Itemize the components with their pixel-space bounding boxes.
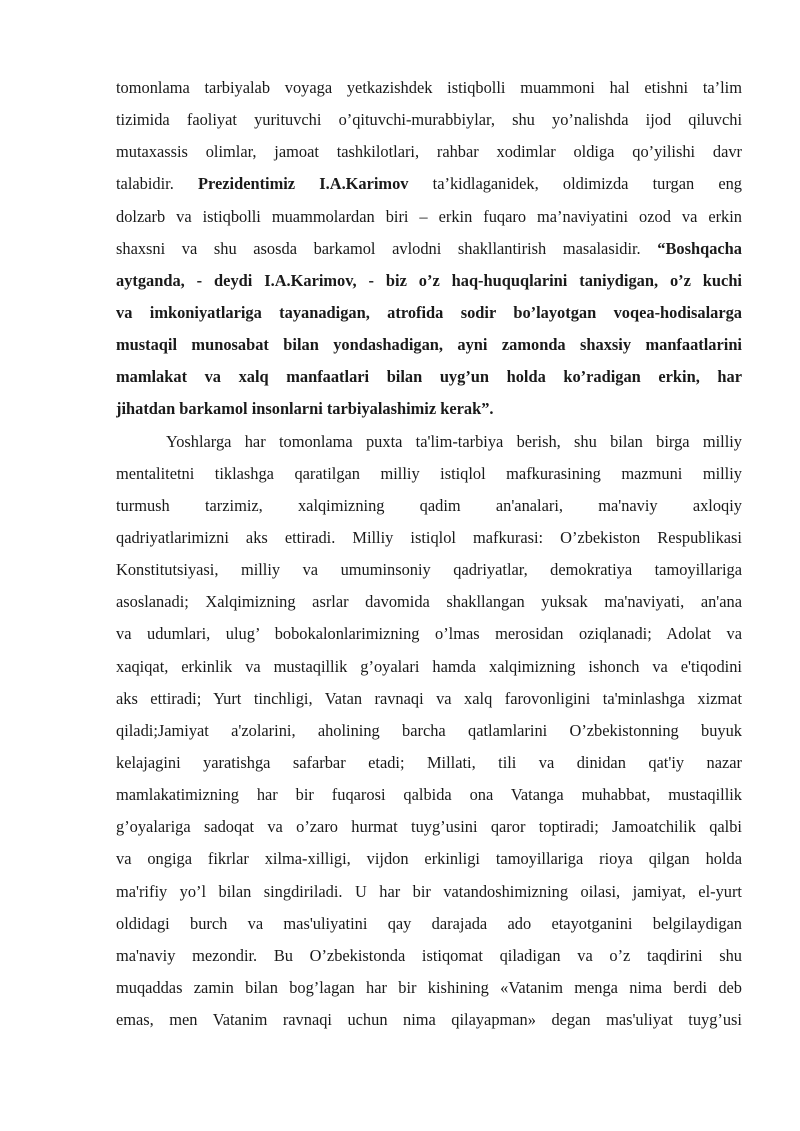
bold-text: mustaqil munosabat bilan yondashadigan, ayni zamonda shaxsiy manfaatlarini (116, 335, 742, 355)
text-line: asoslanadi; Xalqimizning asrlar davomida shakllangan yuksak ma'naviyati, an'ana (116, 592, 742, 612)
text-line: muqaddas zamin bilan bog’lagan har bir kishining «Vatanim menga nima berdi deb (116, 977, 742, 997)
text-line: dolzarb va istiqbolli muammolardan biri – erkin fuqaro ma’naviyatini ozod va erkin (116, 206, 742, 226)
text-line: qiladi;Jamiyat a'zolarini, aholining barcha qatlamlarini O’zbekistonning buyuk (116, 720, 742, 740)
bold-author-name: Prezidentimiz I.A.Karimov (197, 174, 409, 194)
text-line: tizimida faoliyat yurituvchi o’qituvchi-murabbiylar, shu yo’nalishda ijod qiluvchi (116, 110, 742, 130)
text-line: tomonlama tarbiyalab voyaga yetkazishdek istiqbolli muammoni hal etishni ta’lim (116, 78, 742, 97)
bold-quote-start: “Boshqacha (657, 238, 742, 258)
text-span: talabidir. (116, 174, 198, 194)
text-line: qadriyatlarimizni aks ettiradi. Milliy istiqlol mafkurasi: O’zbekiston Respublikasi (116, 527, 742, 547)
text-line: oldidagi burch va mas'uliyatini qay darajada ado etayotganini belgilaydigan (116, 913, 742, 933)
text-span: ta’kidlaganidek, oldimizda turgan eng (408, 174, 742, 194)
text-line: va ongiga fikrlar xilma-xilligi, vijdon erkinligi tamoyillariga rioya qilgan holda (116, 849, 742, 869)
text-line: ma'rifiy yo’l bilan singdiriladi. U har bir vatandoshimizning oilasi, jamiyat, el-yurt (116, 881, 742, 901)
text-line: turmush tarzimiz, xalqimizning qadim an'analari, ma'naviy axloqiy (116, 495, 742, 515)
bold-quote-line (116, 265, 742, 297)
bold-quote-line (116, 361, 742, 393)
document-page (116, 72, 742, 1036)
bold-text: va imkoniyatlariga tayanadigan, atrofida sodir bo’layotgan voqea-hodisalarga (116, 302, 742, 322)
text-line: Konstitutsiyasi, milliy va umuminsoniy qadriyatlar, demokratiya tamoyillariga (116, 560, 742, 580)
bold-text: aytganda, - deydi I.A.Karimov, - biz o’z haq-huquqlarini taniydigan, o’z kuchi (116, 270, 742, 290)
text-line: mamlakatimizning har bir fuqarosi qalbida ona Vatanga muhabbat, mustaqillik (116, 785, 742, 805)
bold-quote-line (116, 329, 742, 361)
bold-text: jihatdan barkamol insonlarni tarbiyalashimiz kerak”. (116, 399, 494, 419)
text-line: Yoshlarga har tomonlama puxta ta'lim-tarbiya berish, shu bilan birga milliy (166, 431, 742, 451)
text-line: emas, men Vatanim ravnaqi uchun nima qilayapman» degan mas'uliyat tuyg’usi (116, 1010, 742, 1030)
text-line: mentalitetni tiklashga qaratilgan milliy istiqlol mafkurasining mazmuni milliy (116, 463, 742, 483)
text-line: xaqiqat, erkinlik va mustaqillik g’oyalari hamda xalqimizning ishonch va e'tiqodini (116, 656, 742, 676)
text-line: mutaxassis olimlar, jamoat tashkilotlari, rahbar xodimlar oldiga qo’yilishi davr (116, 142, 742, 162)
text-line: aks ettiradi; Yurt tinchligi, Vatan ravnaqi va xalq farovonligini ta'minlashga xizmat (116, 688, 742, 708)
text-line: kelajagini yaratishga safarbar etadi; Millati, tili va dinidan qat'iy nazar (116, 752, 742, 772)
paragraph-1 (116, 72, 742, 426)
paragraph-2 (116, 426, 742, 1037)
bold-quote-line (116, 393, 742, 425)
text-line (116, 233, 742, 265)
text-line: ma'naviy mezondir. Bu O’zbekistonda istiqomat qiladigan va o’z taqdirini shu (116, 945, 742, 965)
text-line: g’oyalariga sadoqat va o’zaro hurmat tuyg’usini qaror toptiradi; Jamoatchilik qalbi (116, 817, 742, 837)
bold-quote-line (116, 297, 742, 329)
text-span: shaxsni va shu asosda barkamol avlodni shakllantirish masalasidir. (116, 238, 658, 258)
text-line (116, 168, 742, 200)
text-line: va udumlari, ulug’ bobokalonlarimizning o’lmas merosidan oziqlanadi; Adolat va (116, 624, 742, 644)
bold-text: mamlakat va xalq manfaatlari bilan uyg’un holda ko’radigan erkin, har (116, 367, 742, 387)
